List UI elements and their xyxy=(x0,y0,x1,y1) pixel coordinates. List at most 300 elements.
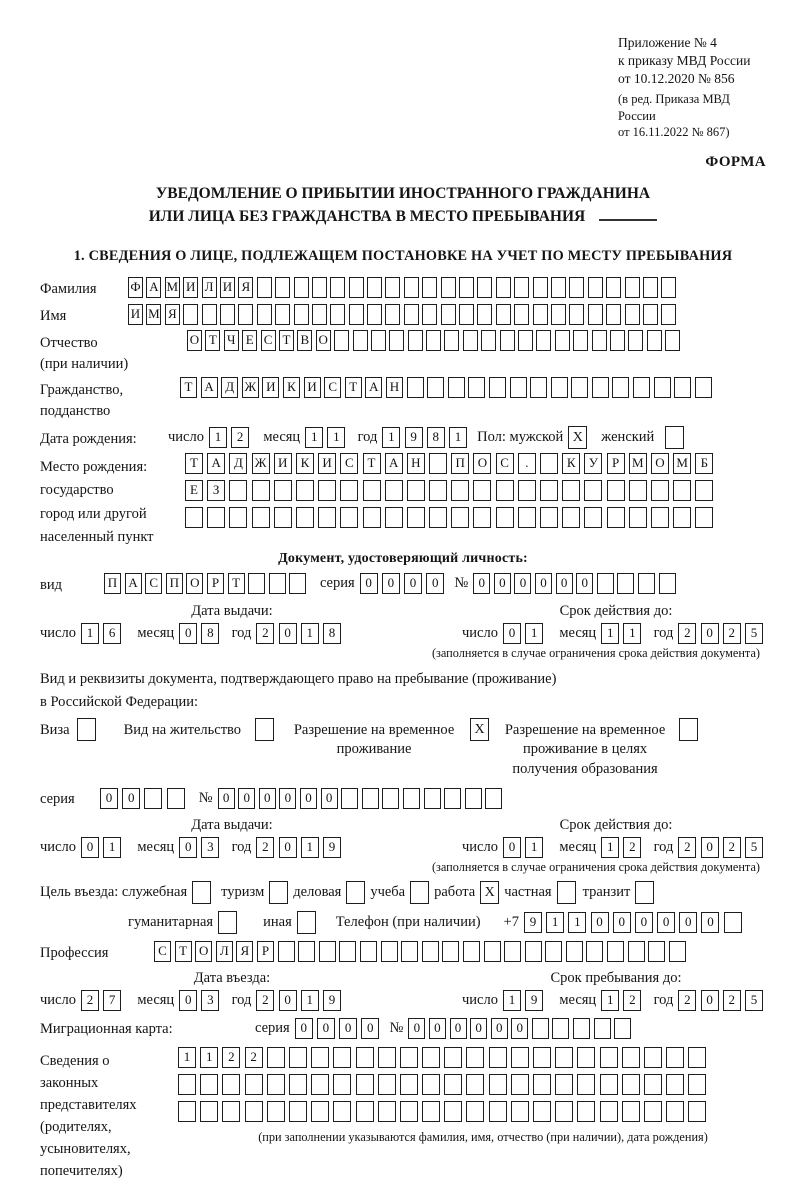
char-cell: А xyxy=(125,573,142,594)
char-cell xyxy=(607,507,625,528)
series-label: серия xyxy=(255,1019,290,1036)
char-cell xyxy=(178,1101,196,1122)
temp-residence-edu-label: Разрешение на временное проживание в целях получения образования xyxy=(504,721,666,777)
char-cell: X xyxy=(568,426,587,449)
char-cell: 1 xyxy=(301,837,319,858)
char-cell: X xyxy=(470,718,489,741)
char-cell xyxy=(407,507,425,528)
char-cell xyxy=(275,277,290,298)
char-cell xyxy=(367,304,382,325)
char-cell xyxy=(385,277,400,298)
char-cell xyxy=(312,304,327,325)
form-title-line2: ИЛИ ЛИЦА БЕЗ ГРАЖДАНСТВА В МЕСТО ПРЕБЫВАНИЯ xyxy=(40,206,766,228)
char-cell xyxy=(356,1074,374,1095)
day-label: число xyxy=(168,429,204,446)
birth-date-label: Дата рождения: xyxy=(40,431,137,447)
char-cell xyxy=(504,941,521,962)
temp-residence-edu-item xyxy=(501,718,698,780)
char-cell xyxy=(274,507,292,528)
id-valid-day-cells xyxy=(503,623,547,644)
char-cell xyxy=(346,881,365,904)
char-cell xyxy=(318,507,336,528)
id-valid-year-cells xyxy=(678,623,767,644)
char-cell: 2 xyxy=(723,990,741,1011)
char-cell: 9 xyxy=(525,990,543,1011)
res-number-cells xyxy=(218,788,506,809)
res-valid-year-cells xyxy=(678,837,767,858)
char-cell: 2 xyxy=(222,1047,240,1068)
char-cell: 8 xyxy=(323,623,341,644)
phone-number-cells xyxy=(524,912,746,933)
char-cell xyxy=(422,277,437,298)
char-cell xyxy=(429,480,447,501)
char-cell xyxy=(597,573,614,594)
migration-series-cells xyxy=(295,1018,384,1039)
char-cell: Р xyxy=(607,453,625,474)
char-cell: Т xyxy=(345,377,362,398)
char-cell xyxy=(353,330,368,351)
char-cell xyxy=(573,330,588,351)
char-cell xyxy=(695,507,713,528)
char-cell xyxy=(562,507,580,528)
char-cell: 0 xyxy=(218,788,235,809)
char-cell xyxy=(401,941,418,962)
purpose-tourism-checkbox xyxy=(269,881,288,904)
char-cell xyxy=(441,277,456,298)
char-cell xyxy=(600,1074,618,1095)
char-cell: 0 xyxy=(429,1018,446,1039)
char-cell: А xyxy=(207,453,225,474)
char-cell: 1 xyxy=(301,623,319,644)
char-cell: С xyxy=(324,377,341,398)
char-cell xyxy=(533,1101,551,1122)
char-cell: 0 xyxy=(491,1018,508,1039)
char-cell xyxy=(673,507,691,528)
char-cell xyxy=(473,480,491,501)
char-cell xyxy=(606,277,621,298)
char-cell xyxy=(510,377,527,398)
char-cell xyxy=(518,507,536,528)
res-issue-day-cells xyxy=(81,837,125,858)
char-cell: 1 xyxy=(503,990,521,1011)
char-cell xyxy=(382,788,399,809)
char-cell: 0 xyxy=(494,573,511,594)
char-cell xyxy=(571,377,588,398)
number-sign: № xyxy=(454,575,469,592)
char-cell xyxy=(333,1074,351,1095)
char-cell: 0 xyxy=(361,1018,379,1039)
res-valid-until-header: Срок действия до: xyxy=(559,816,673,833)
char-cell xyxy=(220,304,235,325)
char-cell: 0 xyxy=(279,837,297,858)
number-sign: № xyxy=(198,789,213,806)
char-cell xyxy=(381,941,398,962)
char-cell: 2 xyxy=(256,837,274,858)
char-cell xyxy=(622,1074,640,1095)
char-cell xyxy=(679,718,698,741)
char-cell xyxy=(422,304,437,325)
char-cell: С xyxy=(340,453,358,474)
char-cell xyxy=(318,480,336,501)
representatives-note: (при заполнении указываются фамилия, имя, отчество (при наличии), дата рождения) xyxy=(258,1130,708,1144)
char-cell xyxy=(481,330,496,351)
profession-cells xyxy=(154,941,689,962)
char-cell xyxy=(577,1101,595,1122)
char-cell xyxy=(586,941,603,962)
char-cell xyxy=(555,1047,573,1068)
temp-residence-item xyxy=(290,718,489,760)
char-cell: Н xyxy=(386,377,403,398)
birth-place-row2-cells xyxy=(185,480,718,501)
entry-date-header: Дата въезда: xyxy=(193,970,271,987)
id-issue-date-header: Дата выдачи: xyxy=(191,602,273,619)
char-cell xyxy=(330,304,345,325)
char-cell xyxy=(400,1074,418,1095)
char-cell xyxy=(356,1047,374,1068)
char-cell xyxy=(674,377,691,398)
char-cell xyxy=(688,1101,706,1122)
char-cell xyxy=(269,573,286,594)
char-cell xyxy=(202,304,217,325)
char-cell xyxy=(192,881,211,904)
char-cell xyxy=(267,1074,285,1095)
appendix-line: Приложение № 4 xyxy=(618,35,717,50)
char-cell xyxy=(167,788,185,809)
char-cell: И xyxy=(262,377,279,398)
char-cell xyxy=(688,1047,706,1068)
residence-permit-checkbox xyxy=(255,718,274,741)
res-dates-headers xyxy=(40,809,766,834)
char-cell xyxy=(207,507,225,528)
char-cell: 2 xyxy=(245,1047,263,1068)
migration-card-label: Миграционная карта: xyxy=(40,1021,173,1038)
identity-doc-row xyxy=(40,573,766,595)
char-cell xyxy=(463,941,480,962)
char-cell xyxy=(635,881,654,904)
char-cell xyxy=(245,1074,263,1095)
series-label: серия xyxy=(40,791,75,808)
char-cell xyxy=(183,304,198,325)
char-cell: 0 xyxy=(426,573,444,594)
char-cell: 0 xyxy=(503,623,521,644)
char-cell: 0 xyxy=(279,623,297,644)
res-issue-date-header: Дата выдачи: xyxy=(191,816,273,833)
char-cell xyxy=(378,1047,396,1068)
number-sign: № xyxy=(389,1019,404,1036)
visit-purpose-label: Цель въезда: служебная xyxy=(40,883,188,900)
char-cell: 0 xyxy=(404,573,422,594)
char-cell: 1 xyxy=(601,990,619,1011)
char-cell xyxy=(638,573,655,594)
char-cell: В xyxy=(297,330,312,351)
char-cell: 0 xyxy=(360,573,378,594)
residence-doc-line2: в Российской Федерации: xyxy=(40,694,199,711)
char-cell xyxy=(252,507,270,528)
char-cell xyxy=(625,304,640,325)
char-cell: 0 xyxy=(122,788,140,809)
char-cell xyxy=(444,1101,462,1122)
char-cell: 1 xyxy=(200,1047,218,1068)
char-cell xyxy=(349,304,364,325)
char-cell xyxy=(222,1101,240,1122)
char-cell xyxy=(643,277,658,298)
transit-label: транзит xyxy=(582,883,631,900)
char-cell xyxy=(648,941,665,962)
char-cell: 0 xyxy=(591,912,609,933)
birth-day-cells xyxy=(209,427,253,448)
char-cell xyxy=(363,507,381,528)
study-label: учеба xyxy=(370,883,406,900)
purpose-humanitarian-checkbox xyxy=(218,911,237,934)
residence-doc-series-row xyxy=(40,787,766,809)
char-cell xyxy=(77,718,96,741)
char-cell: Т xyxy=(185,453,203,474)
char-cell: 0 xyxy=(657,912,675,933)
char-cell xyxy=(319,941,336,962)
char-cell xyxy=(410,881,429,904)
char-cell xyxy=(724,912,742,933)
char-cell xyxy=(267,1047,285,1068)
char-cell xyxy=(333,1047,351,1068)
char-cell xyxy=(625,277,640,298)
char-cell: К xyxy=(283,377,300,398)
char-cell xyxy=(592,377,609,398)
res-validity-note: (заполняется в случае ограничения срока действия документа) xyxy=(431,859,760,874)
char-cell xyxy=(592,330,607,351)
res-issue-year-cells xyxy=(256,837,345,858)
id-series-cells xyxy=(360,573,449,594)
char-cell: И xyxy=(128,304,143,325)
section1-heading: 1. СВЕДЕНИЯ О ЛИЦЕ, ПОДЛЕЖАЩЕМ ПОСТАНОВКЕ НА УЧЕТ ПО МЕСТУ ПРЕБЫВАНИЯ xyxy=(73,248,733,265)
char-cell: 5 xyxy=(745,837,763,858)
char-cell xyxy=(385,507,403,528)
char-cell: Е xyxy=(185,480,203,501)
sex-male-checkbox xyxy=(568,426,587,449)
profession-label: Профессия xyxy=(40,944,109,961)
char-cell xyxy=(448,377,465,398)
char-cell: М xyxy=(146,304,161,325)
char-cell xyxy=(200,1074,218,1095)
char-cell xyxy=(666,1047,684,1068)
form-label: ФОРМА xyxy=(705,154,766,171)
char-cell: И xyxy=(318,453,336,474)
char-cell xyxy=(496,304,511,325)
char-cell: 0 xyxy=(81,837,99,858)
char-cell xyxy=(245,1101,263,1122)
char-cell xyxy=(489,1047,507,1068)
char-cell xyxy=(617,573,634,594)
char-cell: 0 xyxy=(300,788,317,809)
phone-prefix: +7 xyxy=(503,913,519,930)
stay-until-header: Срок пребывания до: xyxy=(550,970,682,987)
char-cell xyxy=(622,1101,640,1122)
char-cell: 2 xyxy=(723,837,741,858)
sex-female-checkbox xyxy=(665,426,684,449)
char-cell: Д xyxy=(221,377,238,398)
char-cell: Л xyxy=(216,941,233,962)
char-cell xyxy=(496,480,514,501)
char-cell: 0 xyxy=(503,837,521,858)
char-cell xyxy=(584,507,602,528)
char-cell: К xyxy=(562,453,580,474)
char-cell: 0 xyxy=(635,912,653,933)
char-cell: 2 xyxy=(723,623,741,644)
purpose-official-checkbox xyxy=(192,881,211,904)
char-cell: А xyxy=(385,453,403,474)
char-cell: Я xyxy=(165,304,180,325)
char-cell: П xyxy=(166,573,183,594)
char-cell xyxy=(362,788,379,809)
char-cell: 0 xyxy=(295,1018,313,1039)
char-cell: 8 xyxy=(201,623,219,644)
char-cell: 0 xyxy=(576,573,593,594)
char-cell xyxy=(489,1101,507,1122)
char-cell: Т xyxy=(175,941,192,962)
char-cell: И xyxy=(183,277,198,298)
char-cell: 1 xyxy=(301,990,319,1011)
birth-place-label: Место рождения: государство город или другой населенный пункт xyxy=(40,459,154,545)
char-cell xyxy=(594,1018,611,1039)
char-cell xyxy=(665,330,680,351)
purpose-study-checkbox xyxy=(410,881,429,904)
char-cell xyxy=(465,788,482,809)
visa-checkbox xyxy=(77,718,96,741)
blank-underline xyxy=(599,207,657,221)
char-cell: 1 xyxy=(601,837,619,858)
char-cell xyxy=(404,304,419,325)
char-cell xyxy=(378,1101,396,1122)
char-cell xyxy=(569,277,584,298)
char-cell: 3 xyxy=(201,837,219,858)
char-cell: С xyxy=(496,453,514,474)
char-cell xyxy=(695,377,712,398)
char-cell xyxy=(533,277,548,298)
doc-type-cells xyxy=(104,573,310,594)
char-cell: 1 xyxy=(305,427,323,448)
representatives-row2-cells xyxy=(178,1074,788,1095)
char-cell xyxy=(296,480,314,501)
char-cell: 0 xyxy=(511,1018,528,1039)
char-cell xyxy=(610,330,625,351)
char-cell: О xyxy=(316,330,331,351)
char-cell xyxy=(289,573,306,594)
char-cell: X xyxy=(480,881,499,904)
surname-cells xyxy=(128,277,680,298)
phone-label: Телефон (при наличии) xyxy=(335,913,481,930)
char-cell: 0 xyxy=(514,573,531,594)
id-issue-year-cells xyxy=(256,623,345,644)
char-cell: А xyxy=(146,277,161,298)
char-cell: 0 xyxy=(179,623,197,644)
char-cell: 0 xyxy=(321,788,338,809)
char-cell xyxy=(622,1047,640,1068)
char-cell: Ч xyxy=(224,330,239,351)
appendix-reference xyxy=(618,34,766,87)
char-cell xyxy=(666,1101,684,1122)
char-cell: 0 xyxy=(701,837,719,858)
char-cell xyxy=(514,304,529,325)
appendix-line: к приказу МВД России xyxy=(618,52,751,68)
char-cell: Т xyxy=(180,377,197,398)
given-name-label: Имя xyxy=(40,307,67,324)
char-cell xyxy=(341,788,358,809)
stay-year-cells xyxy=(678,990,767,1011)
char-cell: С xyxy=(145,573,162,594)
char-cell xyxy=(644,1074,662,1095)
char-cell: 2 xyxy=(678,990,696,1011)
char-cell xyxy=(540,480,558,501)
char-cell xyxy=(496,507,514,528)
char-cell xyxy=(378,1074,396,1095)
char-cell: 0 xyxy=(408,1018,425,1039)
char-cell: Ф xyxy=(128,277,143,298)
char-cell: М xyxy=(165,277,180,298)
char-cell xyxy=(451,480,469,501)
char-cell xyxy=(659,573,676,594)
char-cell xyxy=(651,507,669,528)
char-cell: 9 xyxy=(405,427,423,448)
char-cell xyxy=(289,1047,307,1068)
char-cell: 6 xyxy=(103,623,121,644)
char-cell xyxy=(441,304,456,325)
char-cell xyxy=(673,480,691,501)
char-cell xyxy=(600,1101,618,1122)
char-cell: 1 xyxy=(103,837,121,858)
residence-doc-line1: Вид и реквизиты документа, подтверждающего право на пребывание (проживание) xyxy=(40,670,557,687)
entry-dates-headers xyxy=(40,962,766,987)
char-cell: А xyxy=(365,377,382,398)
other-label: иная xyxy=(263,913,292,930)
char-cell xyxy=(477,304,492,325)
purpose-private-checkbox xyxy=(557,881,576,904)
identity-doc-heading: Документ, удостоверяющий личность: xyxy=(278,551,528,567)
char-cell xyxy=(533,1047,551,1068)
char-cell xyxy=(178,1074,196,1095)
char-cell xyxy=(518,330,533,351)
char-cell: 0 xyxy=(339,1018,357,1039)
char-cell xyxy=(536,330,551,351)
char-cell xyxy=(514,277,529,298)
char-cell: 1 xyxy=(327,427,345,448)
purpose-transit-checkbox xyxy=(635,881,654,904)
char-cell xyxy=(530,377,547,398)
visa-label: Виза xyxy=(40,721,70,738)
char-cell: 8 xyxy=(427,427,445,448)
char-cell: М xyxy=(673,453,691,474)
patronymic-row xyxy=(40,330,766,375)
citizenship-label: Гражданство, подданство xyxy=(40,382,124,420)
char-cell xyxy=(628,330,643,351)
char-cell: 0 xyxy=(179,990,197,1011)
purpose-work-checkbox xyxy=(480,881,499,904)
id-issue-month-cells xyxy=(179,623,223,644)
char-cell: И xyxy=(274,453,292,474)
char-cell xyxy=(555,1074,573,1095)
birth-place-block xyxy=(40,453,766,549)
char-cell: 0 xyxy=(279,788,296,809)
char-cell xyxy=(555,330,570,351)
char-cell: 0 xyxy=(679,912,697,933)
edition-reference xyxy=(618,91,766,140)
char-cell: 2 xyxy=(623,837,641,858)
char-cell xyxy=(468,377,485,398)
char-cell: О xyxy=(473,453,491,474)
birth-year-cells xyxy=(382,427,471,448)
char-cell: 0 xyxy=(535,573,552,594)
char-cell: 1 xyxy=(382,427,400,448)
char-cell xyxy=(404,277,419,298)
char-cell xyxy=(473,507,491,528)
